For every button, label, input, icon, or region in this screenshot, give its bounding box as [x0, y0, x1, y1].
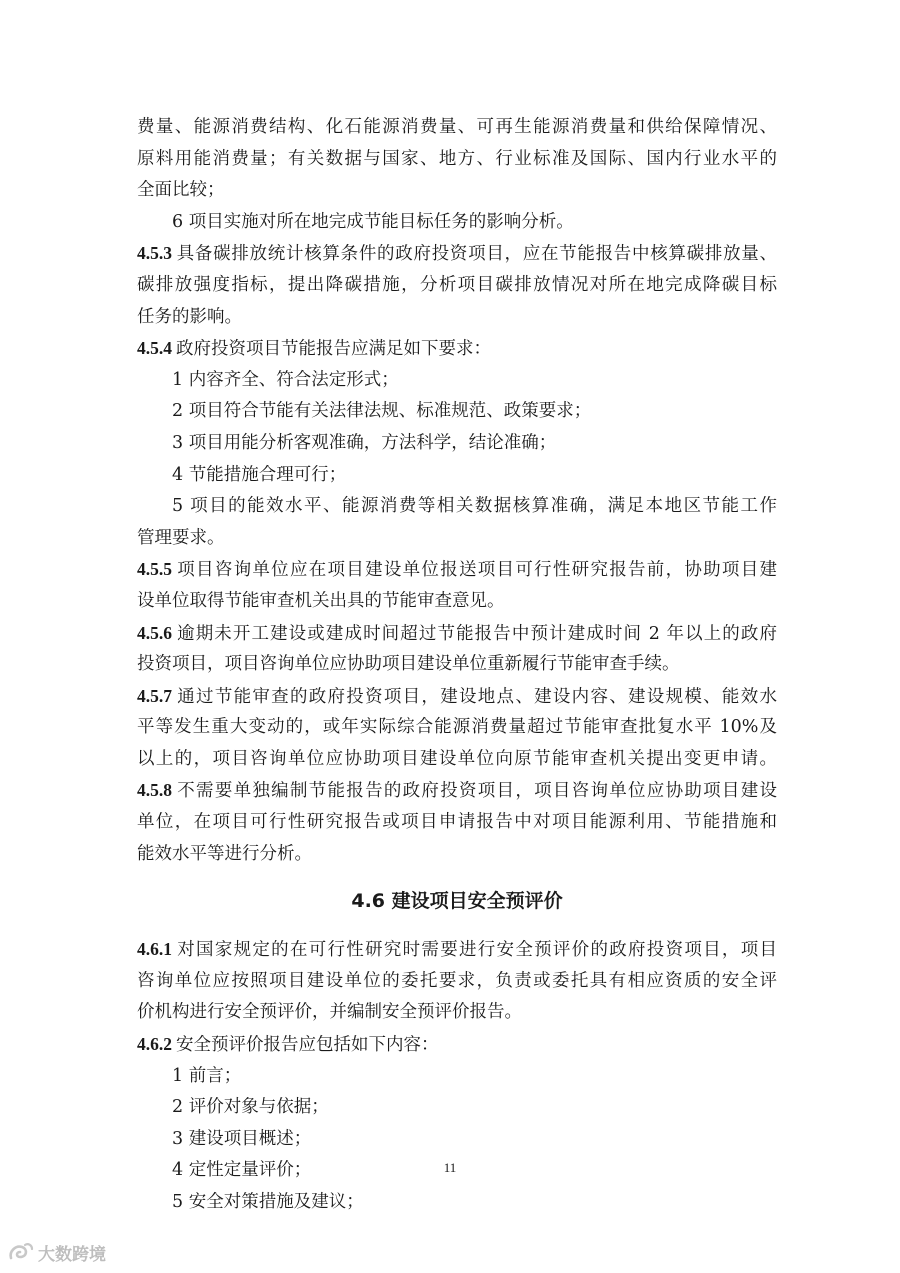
line-text: 单位，在项目可行性研究报告或项目申请报告中对项目能源利用、节能措施和 — [137, 812, 777, 833]
text-line — [137, 1187, 777, 1219]
line-text: 1 内容齐全、符合法定形式； — [172, 369, 399, 390]
text-line — [137, 302, 777, 334]
text-line — [137, 744, 777, 776]
line-text: 投资项目，项目咨询单位应协助项目建设单位重新履行节能审查手续。 — [137, 654, 680, 675]
line-text: 5 项目的能效水平、能源消费等相关数据核算准确，满足本地区节能工作 — [172, 496, 777, 517]
text-line — [137, 649, 777, 681]
text-line — [137, 460, 777, 492]
line-text: 管理要求。 — [137, 527, 225, 548]
line-text: 能效水平等进行分析。 — [137, 843, 312, 864]
line-text: 设单位取得节能审查机关出具的节能审查意见。 — [137, 590, 505, 611]
text-line — [137, 523, 777, 555]
clause-number: 4.5.8 — [137, 780, 172, 801]
text-line — [137, 144, 777, 176]
line-text: 费量、能源消费结构、化石能源消费量、可再生能源消费量和供给保障情况、 — [137, 117, 777, 137]
text-line — [137, 428, 777, 460]
text-line — [137, 175, 777, 207]
line-text: 6 项目实施对所在地完成节能目标任务的影响分析。 — [172, 211, 574, 232]
section-4-5-body — [137, 112, 777, 870]
text-line — [137, 839, 777, 871]
section-heading-4-6: 4.6 建设项目安全预评价 — [351, 890, 563, 913]
line-text: 项目咨询单位应在项目建设单位报送项目可行性研究报告前，协助项目建 — [176, 560, 777, 581]
text-line — [137, 238, 777, 270]
page-number: 11 — [443, 1160, 457, 1175]
text-line — [137, 1124, 777, 1156]
line-text: 对国家规定的在可行性研究时需要进行安全预评价的政府投资项目，项目 — [176, 940, 777, 961]
line-text: 原料用能消费量；有关数据与国家、地方、行业标准及国际、国内行业水平的 — [137, 148, 777, 169]
page-content — [137, 112, 777, 1219]
line-text: 逾期未开工建设或建成时间超过节能报告中预计建成时间 2 年以上的政府 — [176, 623, 777, 644]
clause-number: 4.5.7 — [137, 685, 172, 706]
line-text: 1 前言； — [172, 1065, 242, 1086]
line-text: 平等发生重大变动的，或年实际综合能源消费量超过节能审查批复水平 10%及 — [137, 717, 777, 738]
line-text: 4 定性定量评价； — [172, 1160, 312, 1181]
line-text: 2 评价对象与依据； — [172, 1097, 329, 1118]
line-text: 不需要单独编制节能报告的政府投资项目，项目咨询单位应协助项目建设 — [176, 781, 777, 802]
text-line — [137, 934, 777, 966]
text-line — [137, 712, 777, 744]
line-text: 咨询单位应按照项目建设单位的委托要求，负责或委托具有相应资质的安全评 — [137, 970, 777, 991]
text-line — [137, 807, 777, 839]
text-line — [137, 618, 777, 650]
line-text: 以上的，项目咨询单位应协助项目建设单位向原节能审查机关提出变更申请。 — [137, 748, 777, 769]
line-text: 安全预评价报告应包括如下内容： — [176, 1035, 439, 1056]
text-line — [137, 1092, 777, 1124]
line-text: 4 节能措施合理可行； — [172, 464, 347, 485]
line-text: 2 项目符合节能有关法律法规、标准规范、政策要求； — [172, 401, 592, 422]
clause-number: 4.6.1 — [137, 939, 172, 960]
text-line — [137, 207, 777, 239]
text-line — [137, 1029, 777, 1061]
clause-number: 4.5.3 — [137, 243, 172, 264]
line-text: 碳排放强度指标，提出降碳措施，分析项目碳排放情况对所在地完成降碳目标 — [137, 274, 777, 295]
line-text: 通过节能审查的政府投资项目，建设地点、建设内容、建设规模、能效水 — [176, 686, 777, 707]
line-text: 价机构进行安全预评价，并编制安全预评价报告。 — [137, 1002, 522, 1023]
text-line — [137, 681, 777, 713]
line-text: 3 建设项目概述； — [172, 1128, 312, 1149]
line-text: 任务的影响。 — [137, 306, 242, 327]
text-line — [137, 396, 777, 428]
line-text: 具备碳排放统计核算条件的政府投资项目，应在节能报告中核算碳排放量、 — [176, 244, 777, 265]
text-line — [137, 775, 777, 807]
text-line — [137, 586, 777, 618]
clause-number: 4.5.4 — [137, 338, 172, 359]
logo-swirl-icon — [8, 1241, 34, 1263]
text-line — [137, 1061, 777, 1093]
clause-number: 4.5.6 — [137, 622, 172, 643]
watermark-text: 大数跨境 — [38, 1244, 106, 1265]
line-text: 全面比较； — [137, 180, 225, 201]
text-line — [137, 554, 777, 586]
text-line — [137, 333, 777, 365]
text-line — [137, 966, 777, 998]
clause-number: 4.5.5 — [137, 559, 172, 580]
text-line — [137, 997, 777, 1029]
text-line — [137, 365, 777, 397]
line-text: 政府投资项目节能报告应满足如下要求： — [176, 339, 491, 360]
text-line — [137, 491, 777, 523]
text-line — [137, 270, 777, 302]
clause-number: 4.6.2 — [137, 1034, 172, 1055]
line-text: 5 安全对策措施及建议； — [172, 1192, 364, 1212]
text-line — [137, 112, 777, 144]
watermark — [8, 1237, 106, 1267]
line-text: 3 项目用能分析客观准确，方法科学，结论准确； — [172, 432, 557, 453]
